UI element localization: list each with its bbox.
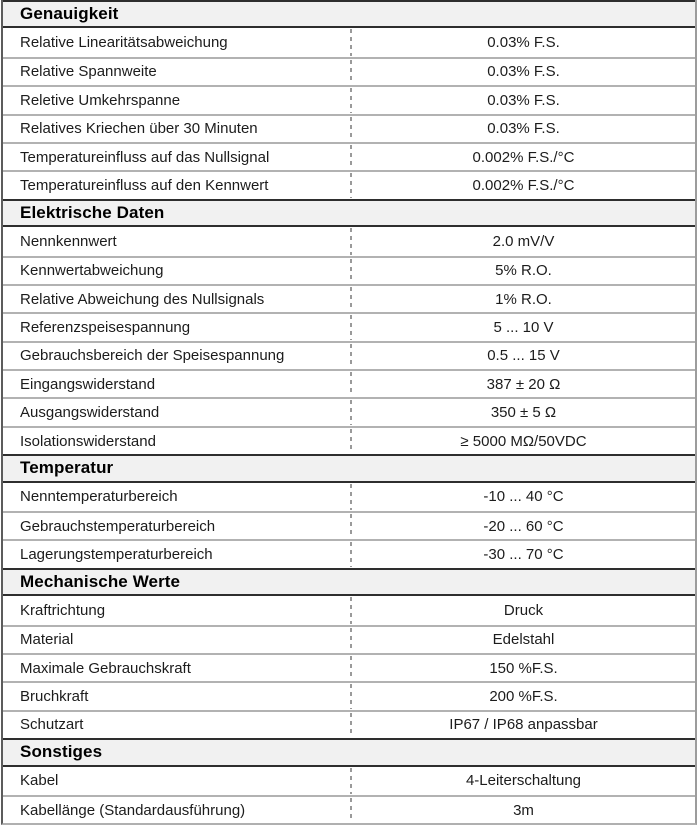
row-value: 1% R.O.: [495, 290, 552, 308]
table-row: [3, 284, 695, 312]
row-value: 0.03% F.S.: [487, 91, 560, 109]
table-row: [3, 85, 695, 113]
table-row: [3, 227, 695, 255]
table-row: [3, 369, 695, 397]
row-label: Gebrauchsbereich der Speisespannung: [20, 347, 285, 365]
spec-table: [1, 0, 697, 825]
table-row: [3, 511, 695, 539]
table-row: [3, 426, 695, 454]
row-value: ≥ 5000 MΩ/50VDC: [460, 432, 587, 450]
section-header: [3, 454, 695, 482]
table-row: [3, 256, 695, 284]
row-label: Relative Linearitätsabweichung: [20, 34, 228, 52]
row-label: Kraftrichtung: [20, 601, 106, 619]
table-row: [3, 142, 695, 170]
table-row: [3, 681, 695, 709]
section-header: [3, 0, 695, 28]
row-value: -20 ... 60 °C: [483, 517, 564, 535]
table-row: [3, 625, 695, 653]
row-label: Referenzspeisespannung: [20, 318, 191, 336]
row-value: 150 %F.S.: [489, 659, 558, 677]
row-value: 0.03% F.S.: [487, 120, 560, 138]
row-value: 0.5 ... 15 V: [487, 347, 560, 365]
row-label: Lagerungstemperaturbereich: [20, 546, 213, 564]
row-label: Relatives Kriechen über 30 Minuten: [20, 120, 258, 138]
table-row: [3, 767, 695, 795]
table-row: [3, 483, 695, 511]
table-row: [3, 596, 695, 624]
table-row: [3, 57, 695, 85]
row-value: 200 %F.S.: [489, 688, 558, 706]
row-value: -10 ... 40 °C: [483, 488, 564, 506]
table-row: [3, 397, 695, 425]
table-row: [3, 653, 695, 681]
row-value: 3m: [513, 801, 534, 819]
row-value: 4-Leiterschaltung: [465, 772, 582, 790]
row-value: 2.0 mV/V: [492, 232, 555, 250]
row-value: 0.002% F.S./°C: [472, 177, 575, 195]
row-label: Maximale Gebrauchskraft: [20, 659, 191, 677]
table-row: [3, 795, 695, 823]
table-row: [3, 312, 695, 340]
table-row: [3, 170, 695, 198]
row-value: IP67 / IP68 anpassbar: [449, 716, 598, 734]
row-label: Bruchkraft: [20, 688, 89, 706]
section-header: [3, 199, 695, 227]
row-label: Kennwertabweichung: [20, 262, 164, 280]
row-label: Gebrauchstemperaturbereich: [20, 517, 216, 535]
row-label: Nennkennwert: [20, 232, 117, 250]
row-value: 0.002% F.S./°C: [472, 148, 575, 166]
section-title: Sonstiges: [20, 742, 103, 762]
table-row: [3, 28, 695, 56]
row-value: 5% R.O.: [495, 262, 552, 280]
table-row: [3, 341, 695, 369]
section-title: Genauigkeit: [20, 4, 119, 24]
table-row: [3, 710, 695, 738]
row-value: 387 ± 20 Ω: [486, 375, 561, 393]
row-value: Druck: [503, 601, 544, 619]
section-title: Temperatur: [20, 458, 114, 478]
row-label: Relative Abweichung des Nullsignals: [20, 290, 265, 308]
row-label: Ausgangswiderstand: [20, 404, 160, 422]
table-row: [3, 114, 695, 142]
row-label: Isolationswiderstand: [20, 432, 156, 450]
section-header: [3, 738, 695, 766]
section-title: Elektrische Daten: [20, 202, 165, 222]
row-value: 350 ± 5 Ω: [490, 404, 557, 422]
row-label: Schutzart: [20, 716, 84, 734]
row-value: Edelstahl: [492, 631, 555, 649]
row-value: -30 ... 70 °C: [483, 546, 564, 564]
row-value: 5 ... 10 V: [493, 318, 554, 336]
section-header: [3, 568, 695, 596]
row-value: 0.03% F.S.: [487, 63, 560, 81]
row-label: Relative Spannweite: [20, 63, 157, 81]
row-label: Eingangswiderstand: [20, 375, 156, 393]
row-value: 0.03% F.S.: [487, 34, 560, 52]
row-label: Kabel: [20, 772, 59, 790]
row-label: Temperatureinfluss auf den Kennwert: [20, 177, 269, 195]
row-label: Reletive Umkehrspanne: [20, 91, 181, 109]
row-label: Temperatureinfluss auf das Nullsignal: [20, 148, 270, 166]
section-title: Mechanische Werte: [20, 572, 181, 591]
row-label: Nenntemperaturbereich: [20, 488, 178, 506]
row-label: Kabellänge (Standardausführung): [20, 801, 246, 819]
row-label: Material: [20, 631, 74, 649]
table-row: [3, 539, 695, 567]
